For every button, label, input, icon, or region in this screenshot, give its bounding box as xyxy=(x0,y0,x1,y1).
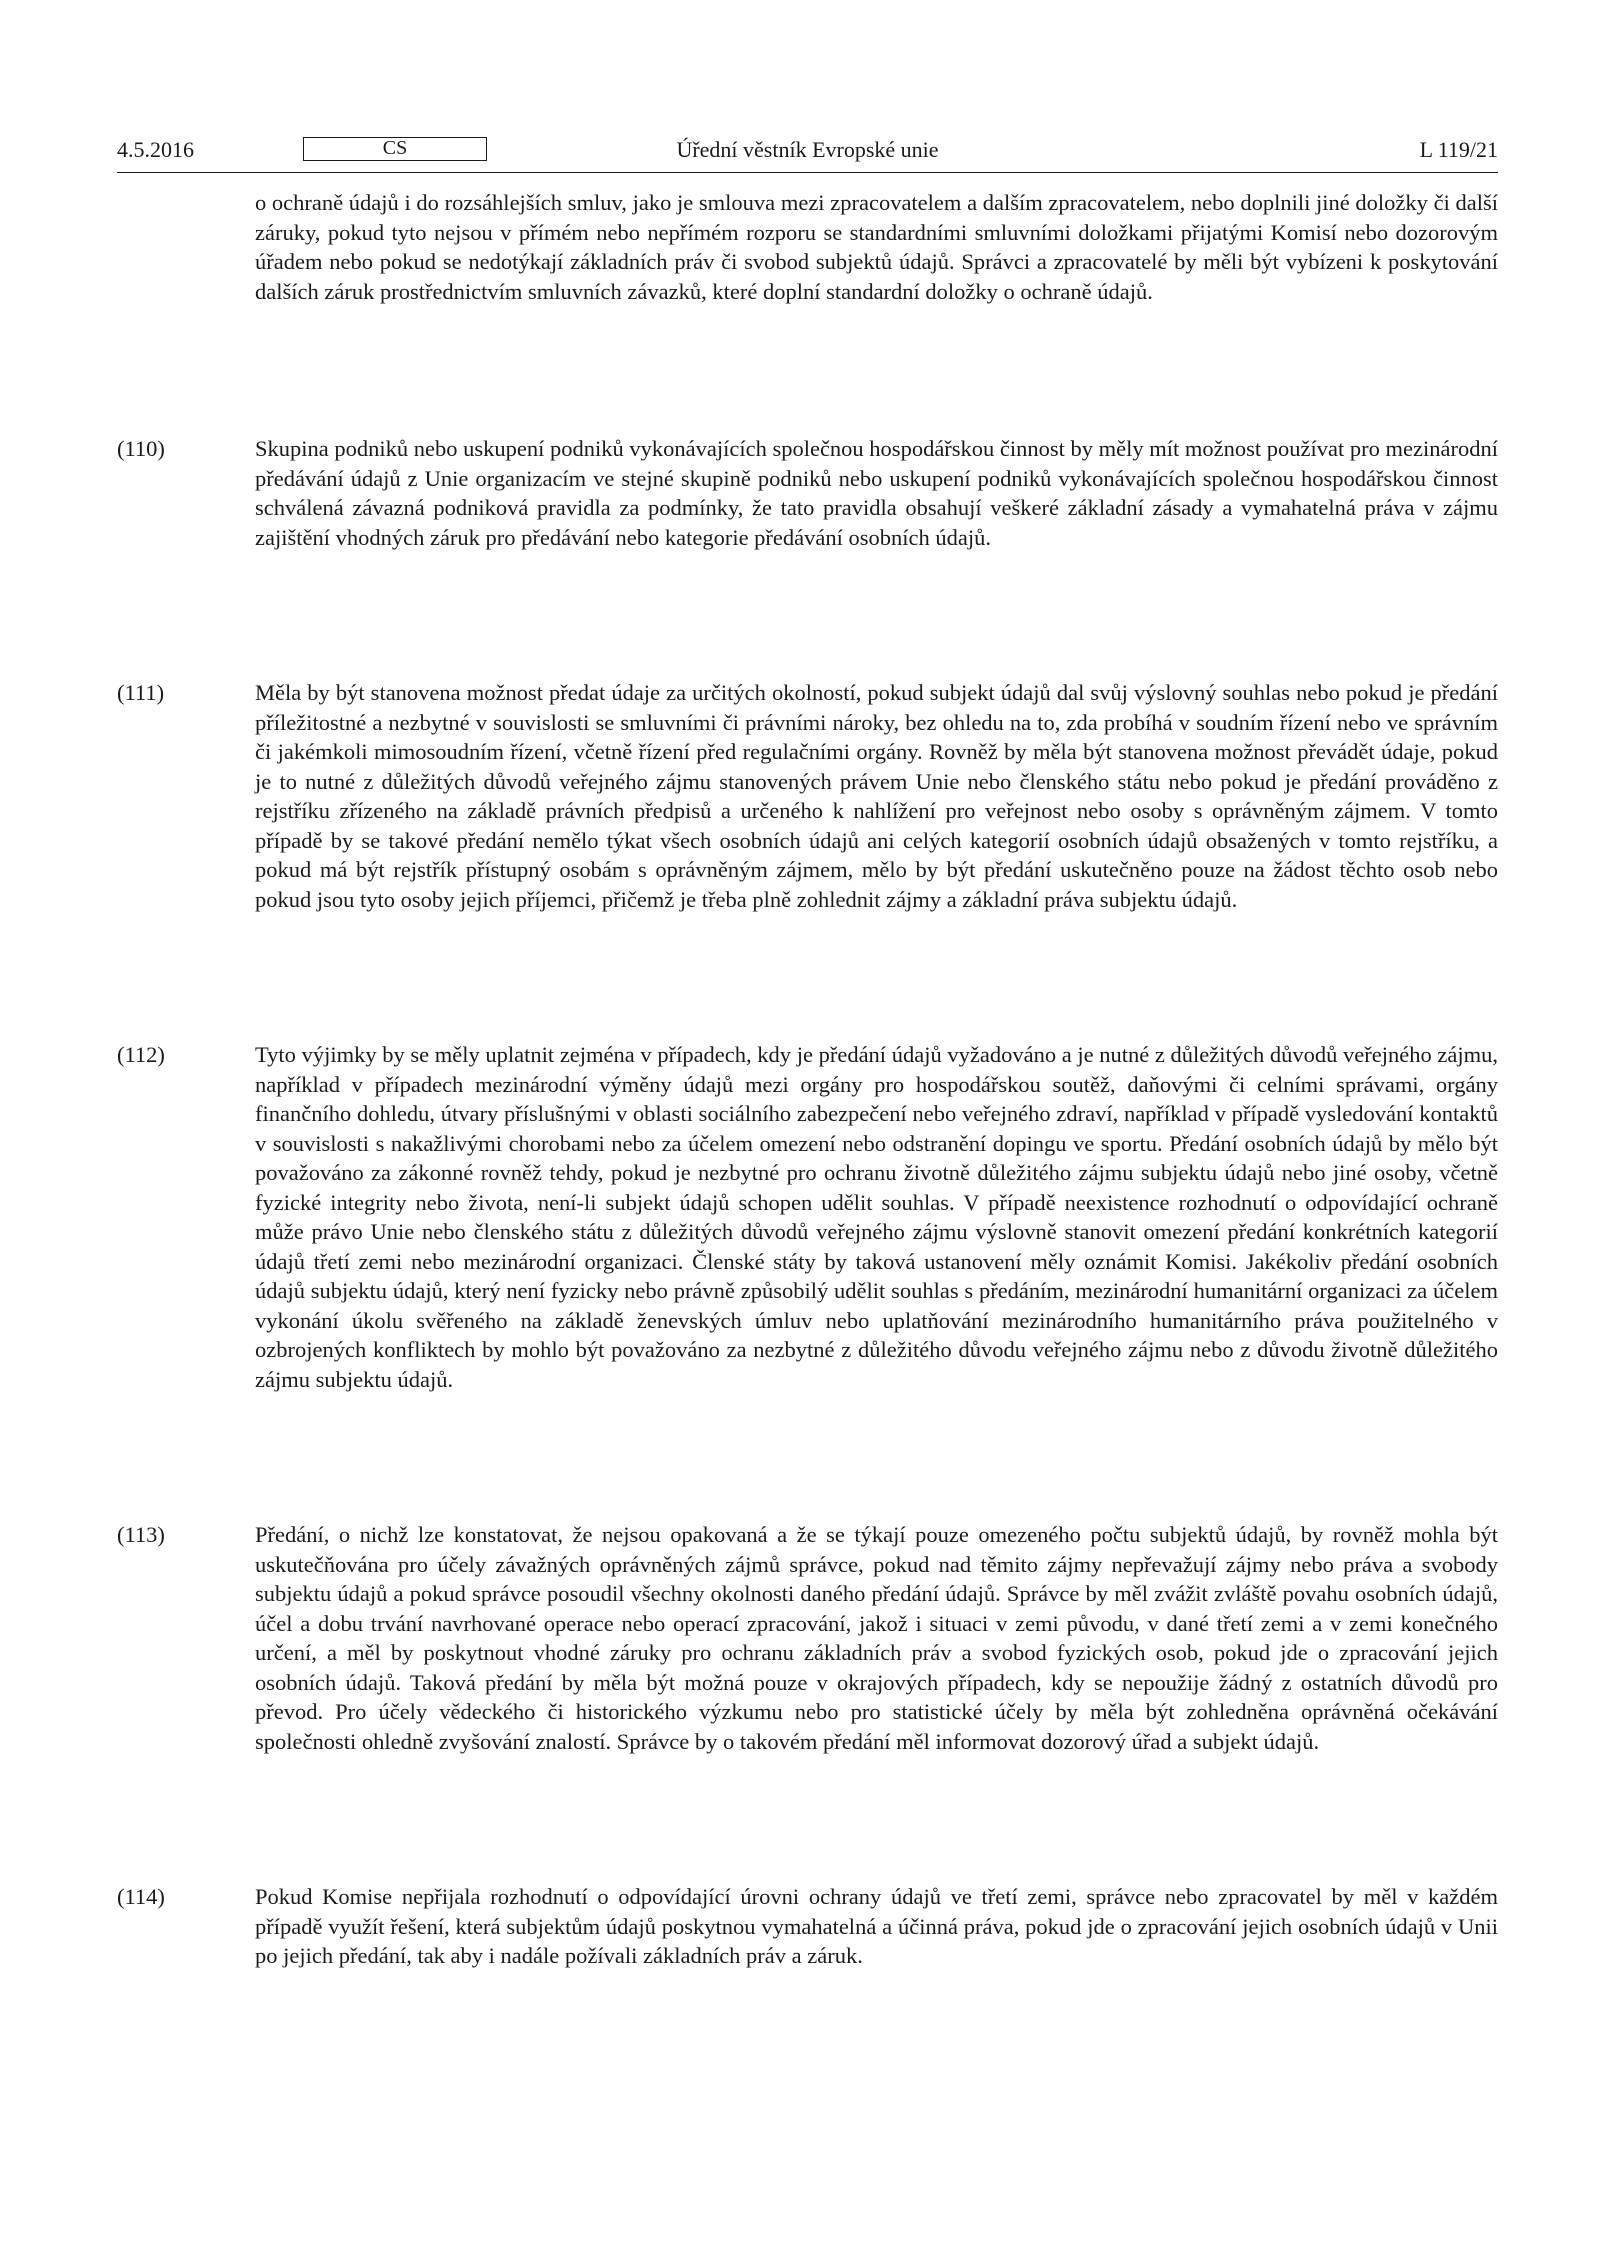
intro-paragraph: o ochraně údajů i do rozsáhlejších smluv, jako je smlouva mezi zpracovatelem a dalším zpracovatelem, nebo doplnili jiné doložky či další záruky, pokud tyto nejsou v přímém nebo nepřímém rozporu se standardními smluvními doložkami přijatými Komisí nebo dozorovým úřadem nebo pokud se nedotýkají základních práv či svobod subjektů údajů. Správci a zpracovatelé by měli být vybízeni k poskytování dalších záruk prostřednictvím smluvních závazků, které doplní standardní doložky o ochraně údajů. xyxy=(255,190,1498,304)
recital-text: Tyto výjimky by se měly uplatnit zejména v případech, kdy je předání údajů vyžadováno a je nutné z důležitých důvodů veřejného zájmu, například v případech mezinárodní výměny údajů mezi orgány pro hospodářskou soutěž, daňovými či celními správami, orgány finančního dohledu, útvary příslušnými v oblasti sociálního zabezpečení nebo veřejného zdraví, například v případě vysledování kontaktů v souvislosti s nakažlivými chorobami nebo za účelem omezení nebo odstranění dopingu ve sportu. Předání osobních údajů by mělo být považováno za zákonné rovněž tehdy, pokud je nezbytné pro ochranu životně důležitého zájmu subjektu údajů nebo jiné osoby, včetně fyzické integrity nebo života, není-li subjekt údajů schopen udělit souhlas. V případě neexistence rozhodnutí o odpovídající ochraně může právo Unie nebo členského státu z důležitých důvodů veřejného zájmu výslovně stanovit omezení předání konkrétních kategorií údajů třetí zemi nebo mezinárodní organizaci. Členské státy by taková ustanovení měly oznámit Komisi. Jakékoliv předání osobních údajů subjektu údajů, který není fyzicky nebo právně způsobilý udělit souhlas s předáním, mezinárodní humanitární organizaci za účelem vykonání úkolu svěřeného na základě ženevských úmluv nebo uplatňování mezinárodního humanitárního práva použitelného v ozbrojených konfliktech by mohlo být považováno za nezbytné z důležitého důvodu veřejného zájmu nebo z důvodu životně důležitého zájmu subjektu údajů. xyxy=(255,1042,1498,1392)
recital-113 xyxy=(117,1520,1498,1756)
recital-number: (111) xyxy=(117,680,165,705)
recital-110 xyxy=(117,434,1498,552)
recital-text: Skupina podniků nebo uskupení podniků vykonávajících společnou hospodářskou činnost by měly mít možnost používat pro mezinárodní předávání údajů z Unie organizacím ve stejné skupině podniků nebo uskupení podniků vykonávajících společnou hospodářskou činnost schválená závazná podniková pravidla za podmínky, že tato pravidla obsahují veškeré základní zásady a vymahatelná práva v zájmu zajištění vhodných záruk pro předávání nebo kategorie předávání osobních údajů. xyxy=(255,436,1498,550)
recital-text: Měla by být stanovena možnost předat údaje za určitých okolností, pokud subjekt údajů dal svůj výslovný souhlas nebo pokud je předání příležitostné a nezbytné v souvislosti se smluvními či právními nároky, bez ohledu na to, zda probíhá v soudním řízení nebo ve správním či jakémkoli mimosoudním řízení, včetně řízení před regulačními orgány. Rovněž by měla být stanovena možnost převádět údaje, pokud je to nutné z důležitých důvodů veřejného zájmu stanovených právem Unie nebo členského státu nebo pokud je předání prováděno z rejstříku zřízeného na základě právních předpisů a určeného k nahlížení pro veřejnost nebo osoby s oprávněným zájmem. V tomto případě by se takové předání nemělo týkat všech osobních údajů ani celých kategorií osobních údajů obsažených v tomto rejstříku, a pokud má být rejstřík přístupný osobám s oprávněným zájmem, mělo by být předání uskutečněno pouze na žádost těchto osob nebo pokud jsou tyto osoby jejich příjemci, přičemž je třeba plně zohlednit zájmy a základní práva subjektu údajů. xyxy=(255,680,1498,912)
recital-text: Předání, o nichž lze konstatovat, že nejsou opakovaná a že se týkají pouze omezeného počtu subjektů údajů, by rovněž mohla být uskutečňována pro účely závažných oprávněných zájmů správce, pokud nad těmito zájmy nepřevažují zájmy nebo práva a svobody subjektu údajů a pokud správce posoudil všechny okolnosti daného předání údajů. Správce by měl zvážit zvláště povahu osobních údajů, účel a dobu trvání navrhované operace nebo operací zpracování, jakož i situaci v zemi původu, v dané třetí zemi a v zemi konečného určení, a měl by poskytnout vhodné záruky pro ochranu základních práv a svobod fyzických osob, pokud jde o zpracování jejich osobních údajů. Taková předání by měla být možná pouze v okrajových případech, kdy se nepoužije žádný z ostatních důvodů pro převod. Pro účely vědeckého či historického výzkumu nebo pro statistické účely by měla být zohledněna oprávněná očekávání společnosti ohledně zvyšování znalostí. Správce by o takovém předání měl informovat dozorový úřad a subjekt údajů. xyxy=(255,1522,1498,1754)
header-divider xyxy=(117,172,1498,173)
recital-number: (112) xyxy=(117,1042,165,1067)
recital-number: (114) xyxy=(117,1884,165,1909)
recital-114 xyxy=(117,1882,1498,1971)
page-header xyxy=(117,130,1498,170)
recital-text: Pokud Komise nepřijala rozhodnutí o odpovídající úrovni ochrany údajů ve třetí zemi, správce nebo zpracovatel by měl v každém případě využít řešení, která subjektům údajů poskytnou vymahatelná a účinná práva, pokud jde o zpracování jejich osobních údajů v Unii po jejich předání, tak aby i nadále požívali základních práv a záruk. xyxy=(255,1884,1498,1968)
recital-number: (110) xyxy=(117,436,165,461)
page-reference: L 119/21 xyxy=(1419,137,1498,162)
recital-number: (113) xyxy=(117,1522,165,1547)
recital-112 xyxy=(117,1040,1498,1394)
publication-date: 4.5.2016 xyxy=(117,137,194,162)
language-code-box: CS xyxy=(303,137,487,161)
journal-title: Úřední věstník Evropské unie xyxy=(676,137,939,162)
document-body xyxy=(117,188,1498,1971)
recital-111 xyxy=(117,678,1498,914)
